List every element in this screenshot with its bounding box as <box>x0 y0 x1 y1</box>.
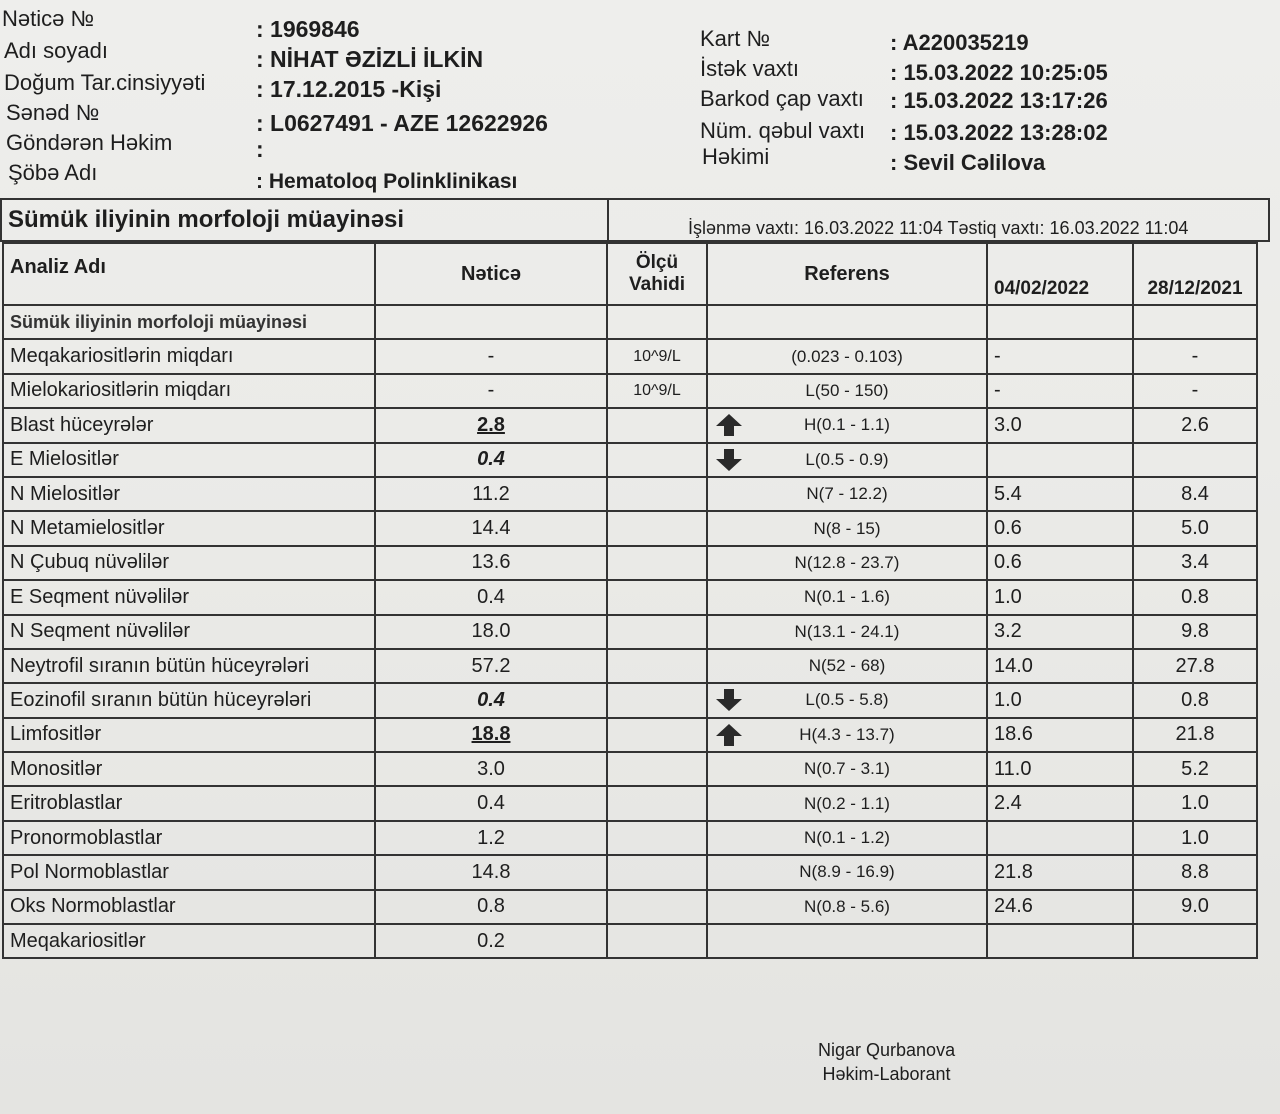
header-unit-line2: Vahidi <box>629 274 685 295</box>
previous-result-2: 0.8 <box>1133 683 1257 717</box>
reference-range: N(0.2 - 1.1) <box>804 793 890 813</box>
label-request-time: İstək vaxtı <box>700 56 800 81</box>
previous-result-2: 0.8 <box>1133 580 1257 614</box>
analysis-name: Pol Normoblastlar <box>3 855 375 889</box>
reference-range: N(12.8 - 23.7) <box>794 552 900 572</box>
previous-result-1: 3.0 <box>987 408 1133 442</box>
reference-range: N(0.7 - 3.1) <box>804 759 890 779</box>
section-row <box>3 305 1257 339</box>
reference-cell <box>707 615 987 649</box>
arrow-up-icon <box>714 723 744 747</box>
previous-result-2: 3.4 <box>1133 546 1257 580</box>
table-row <box>3 752 1257 786</box>
result-value: 14.4 <box>375 511 607 545</box>
analysis-name: E Mielositlər <box>3 443 375 477</box>
table-row <box>3 374 1257 408</box>
result-value: 13.6 <box>375 546 607 580</box>
unit <box>607 408 707 442</box>
result-value: 0.4 <box>375 786 607 820</box>
result-value: 0.4 <box>375 683 607 717</box>
value-department: : Hematoloq Polinklinikası <box>256 170 518 193</box>
analysis-name: Meqakariositlərin miqdarı <box>3 339 375 373</box>
result-value: - <box>375 339 607 373</box>
table-row <box>3 477 1257 511</box>
label-card-no: Kart № <box>700 26 771 51</box>
table-row <box>3 443 1257 477</box>
value-sending-doctor: : <box>256 136 264 162</box>
previous-result-1 <box>987 924 1133 958</box>
unit: 10^9/L <box>607 374 707 408</box>
previous-result-2: 27.8 <box>1133 649 1257 683</box>
unit <box>607 580 707 614</box>
section-empty-cell <box>607 305 707 339</box>
signature-block <box>818 1038 955 1086</box>
reference-range: (0.023 - 0.103) <box>791 346 903 366</box>
previous-result-2: 8.8 <box>1133 855 1257 889</box>
reference-range: N(7 - 12.2) <box>806 484 888 504</box>
unit <box>607 477 707 511</box>
reference-range: N(13.1 - 24.1) <box>794 621 900 641</box>
result-value: 3.0 <box>375 752 607 786</box>
label-sample-time: Nüm. qəbul vaxtı <box>700 118 866 143</box>
label-doctor: Həkimi <box>702 144 770 169</box>
unit: 10^9/L <box>607 339 707 373</box>
analysis-name: Limfositlər <box>3 718 375 752</box>
test-title: Sümük iliyinin morfoloji müayinəsi <box>8 206 405 233</box>
value-doctor: : Sevil Cəlilova <box>890 150 1046 175</box>
previous-result-2 <box>1133 924 1257 958</box>
unit <box>607 890 707 924</box>
label-sending-doctor: Göndərən Həkim <box>6 130 173 155</box>
reference-range: H(0.1 - 1.1) <box>804 415 890 435</box>
previous-result-1: 2.4 <box>987 786 1133 820</box>
previous-result-2: - <box>1133 339 1257 373</box>
previous-result-1: 0.6 <box>987 511 1133 545</box>
results-table <box>2 242 1258 959</box>
value-name: : NİHAT ƏZİZLİ İLKİN <box>256 46 484 72</box>
reference-cell <box>707 855 987 889</box>
value-document: : L0627491 - AZE 12622926 <box>256 110 548 136</box>
previous-result-1: - <box>987 374 1133 408</box>
result-value: - <box>375 374 607 408</box>
analysis-name: E Seqment nüvəlilər <box>3 580 375 614</box>
analysis-name: N Metamielositlər <box>3 511 375 545</box>
signature-role: Həkim-Laborant <box>822 1064 951 1084</box>
reference-cell <box>707 511 987 545</box>
reference-range: L(50 - 150) <box>805 380 889 400</box>
result-value: 14.8 <box>375 855 607 889</box>
previous-result-2: 5.0 <box>1133 511 1257 545</box>
reference-cell <box>707 752 987 786</box>
header-reference: Referens <box>707 243 987 305</box>
table-row <box>3 718 1257 752</box>
previous-result-1: 1.0 <box>987 683 1133 717</box>
reference-range: N(0.8 - 5.6) <box>804 896 890 916</box>
table-header-row <box>3 243 1257 305</box>
reference-cell <box>707 580 987 614</box>
analysis-name: N Seqment nüvəlilər <box>3 615 375 649</box>
table-row <box>3 339 1257 373</box>
table-row <box>3 786 1257 820</box>
reference-cell <box>707 408 987 442</box>
reference-range: H(4.3 - 13.7) <box>799 724 895 744</box>
previous-result-1: 14.0 <box>987 649 1133 683</box>
reference-cell <box>707 443 987 477</box>
arrow-down-icon <box>714 448 744 472</box>
reference-cell <box>707 683 987 717</box>
reference-cell <box>707 374 987 408</box>
unit <box>607 683 707 717</box>
previous-result-1: 3.2 <box>987 615 1133 649</box>
value-birth: : 17.12.2015 -Kişi <box>256 76 442 102</box>
previous-result-2: 2.6 <box>1133 408 1257 442</box>
previous-result-2: 9.0 <box>1133 890 1257 924</box>
value-request-time: : 15.03.2022 10:25:05 <box>890 60 1108 85</box>
result-value: 0.4 <box>375 580 607 614</box>
table-row <box>3 821 1257 855</box>
unit <box>607 511 707 545</box>
table-row <box>3 683 1257 717</box>
value-sample-time: : 15.03.2022 13:28:02 <box>890 120 1108 145</box>
section-empty-cell <box>375 305 607 339</box>
previous-result-1: 0.6 <box>987 546 1133 580</box>
previous-result-2: 5.2 <box>1133 752 1257 786</box>
unit <box>607 649 707 683</box>
header-previous-1: 04/02/2022 <box>987 243 1133 305</box>
reference-cell <box>707 786 987 820</box>
signature-name: Nigar Qurbanova <box>818 1040 956 1060</box>
unit <box>607 443 707 477</box>
table-row <box>3 580 1257 614</box>
previous-result-1: - <box>987 339 1133 373</box>
previous-result-1: 1.0 <box>987 580 1133 614</box>
result-value: 1.2 <box>375 821 607 855</box>
previous-result-1 <box>987 443 1133 477</box>
unit <box>607 546 707 580</box>
header-unit <box>607 243 707 305</box>
unit <box>607 786 707 820</box>
result-value: 18.8 <box>375 718 607 752</box>
reference-cell <box>707 546 987 580</box>
previous-result-2: 1.0 <box>1133 786 1257 820</box>
reference-range: N(8 - 15) <box>813 518 881 538</box>
result-value: 2.8 <box>375 408 607 442</box>
arrow-up-icon <box>714 413 744 437</box>
previous-result-2: 8.4 <box>1133 477 1257 511</box>
label-name: Adı soyadı <box>4 38 108 63</box>
results-body <box>3 305 1257 958</box>
header-analysis-name: Analiz Adı <box>3 243 375 305</box>
result-value: 11.2 <box>375 477 607 511</box>
reference-cell <box>707 924 987 958</box>
previous-result-2 <box>1133 443 1257 477</box>
header-previous-2: 28/12/2021 <box>1133 243 1257 305</box>
reference-range: L(0.5 - 5.8) <box>805 690 889 710</box>
title-divider <box>607 200 609 240</box>
label-result-no: Nəticə № <box>2 6 95 31</box>
previous-result-1: 24.6 <box>987 890 1133 924</box>
arrow-down-icon <box>714 688 744 712</box>
section-empty-cell <box>1133 305 1257 339</box>
processing-times: İşlənmə vaxtı: 16.03.2022 11:04 Təstiq vaxtı: 16.03.2022 11:04 <box>688 218 1189 238</box>
analysis-name: Monositlər <box>3 752 375 786</box>
previous-result-1: 21.8 <box>987 855 1133 889</box>
unit <box>607 855 707 889</box>
analysis-name: Pronormoblastlar <box>3 821 375 855</box>
table-row <box>3 649 1257 683</box>
table-row <box>3 890 1257 924</box>
label-barcode-time: Barkod çap vaxtı <box>700 86 864 111</box>
reference-range: N(0.1 - 1.2) <box>804 828 890 848</box>
unit <box>607 752 707 786</box>
section-empty-cell <box>707 305 987 339</box>
label-document: Sənəd № <box>6 100 100 125</box>
table-row <box>3 855 1257 889</box>
table-row <box>3 615 1257 649</box>
unit <box>607 718 707 752</box>
result-value: 57.2 <box>375 649 607 683</box>
reference-cell <box>707 649 987 683</box>
analysis-name: Blast hüceyrələr <box>3 408 375 442</box>
section-empty-cell <box>987 305 1133 339</box>
analysis-name: Mielokariositlərin miqdarı <box>3 374 375 408</box>
analysis-name: Oks Normoblastlar <box>3 890 375 924</box>
previous-result-2: - <box>1133 374 1257 408</box>
analysis-name: Neytrofil sıranın bütün hüceyrələri <box>3 649 375 683</box>
analysis-name: N Çubuq nüvəlilər <box>3 546 375 580</box>
reference-cell <box>707 339 987 373</box>
unit <box>607 924 707 958</box>
reference-range: N(0.1 - 1.6) <box>804 587 890 607</box>
previous-result-2: 21.8 <box>1133 718 1257 752</box>
reference-range: L(0.5 - 0.9) <box>805 449 889 469</box>
table-row <box>3 511 1257 545</box>
previous-result-1: 11.0 <box>987 752 1133 786</box>
result-value: 0.8 <box>375 890 607 924</box>
header-result: Nəticə <box>375 243 607 305</box>
label-birth: Doğum Tar.cinsiyyəti <box>4 70 206 95</box>
section-title: Sümük iliyinin morfoloji müayinəsi <box>3 305 375 339</box>
reference-cell <box>707 477 987 511</box>
reference-range: N(8.9 - 16.9) <box>799 862 895 882</box>
unit <box>607 821 707 855</box>
table-row <box>3 924 1257 958</box>
reference-range: N(52 - 68) <box>808 656 886 676</box>
test-title-bar <box>0 198 1270 242</box>
table-row <box>3 546 1257 580</box>
analysis-name: N Mielositlər <box>3 477 375 511</box>
reference-cell <box>707 890 987 924</box>
table-row <box>3 408 1257 442</box>
reference-cell <box>707 718 987 752</box>
analysis-name: Eozinofil sıranın bütün hüceyrələri <box>3 683 375 717</box>
previous-result-1: 5.4 <box>987 477 1133 511</box>
value-barcode-time: : 15.03.2022 13:17:26 <box>890 88 1108 113</box>
previous-result-1: 18.6 <box>987 718 1133 752</box>
reference-cell <box>707 821 987 855</box>
value-result-no: : 1969846 <box>256 16 360 42</box>
analysis-name: Eritroblastlar <box>3 786 375 820</box>
label-department: Şöbə Adı <box>8 160 98 185</box>
result-value: 0.4 <box>375 443 607 477</box>
unit <box>607 615 707 649</box>
result-value: 18.0 <box>375 615 607 649</box>
result-value: 0.2 <box>375 924 607 958</box>
previous-result-1 <box>987 821 1133 855</box>
previous-result-2: 9.8 <box>1133 615 1257 649</box>
header-unit-line1: Ölçü <box>635 252 679 273</box>
previous-result-2: 1.0 <box>1133 821 1257 855</box>
analysis-name: Meqakariositlər <box>3 924 375 958</box>
value-card-no: : A220035219 <box>890 30 1029 55</box>
